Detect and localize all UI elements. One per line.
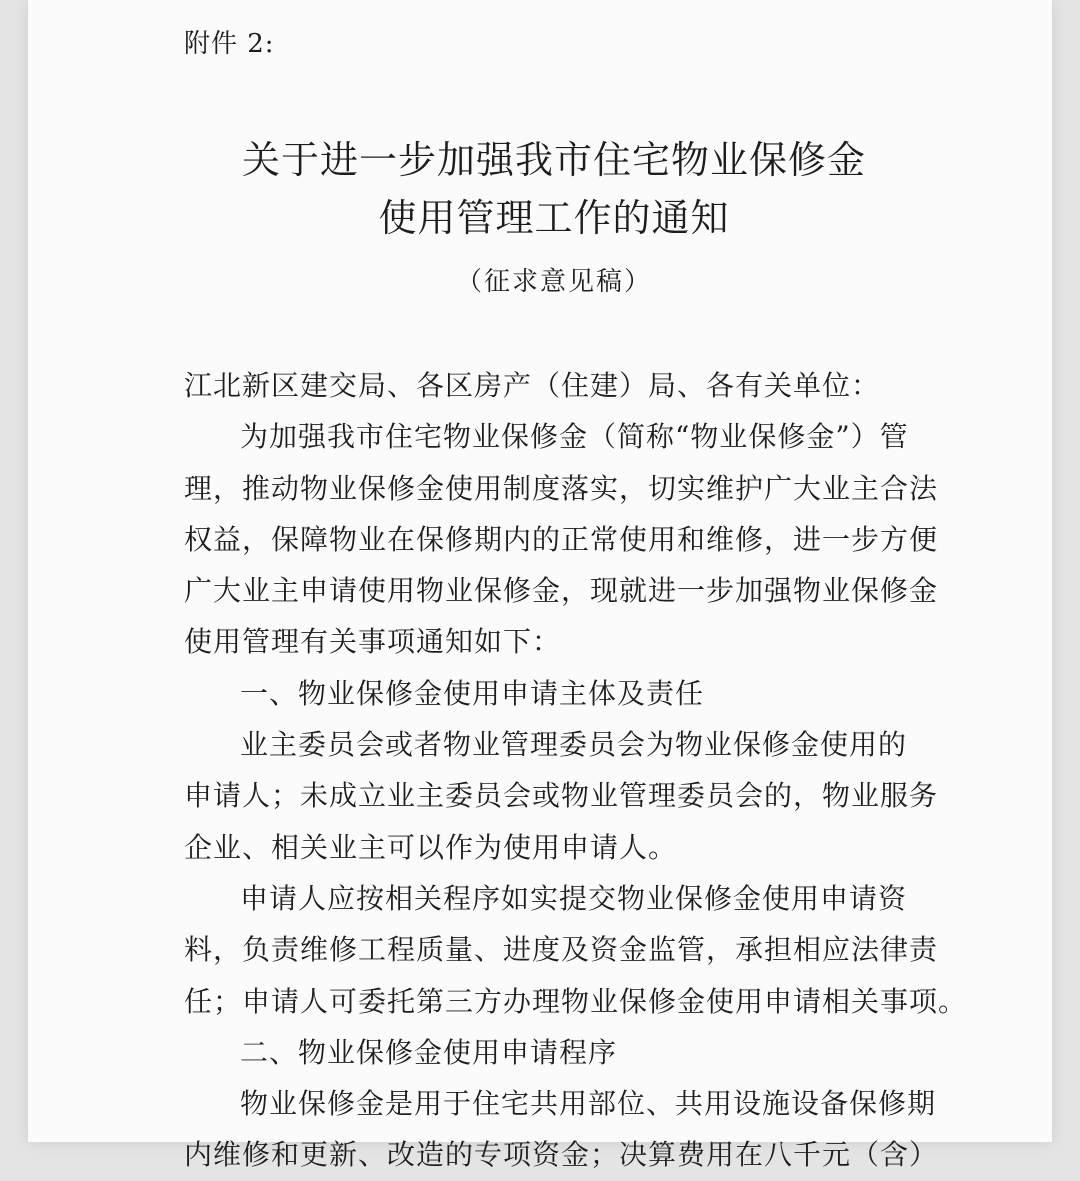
body-line: 为加强我市住宅物业保修金（简称“物业保修金”）管 [240, 420, 909, 454]
body-line: 料，负责维修工程质量、进度及资金监管，承担相应法律责 [184, 933, 939, 967]
body-line: 使用管理有关事项通知如下： [184, 625, 562, 659]
body-line: 申请人；未成立业主委员会或物业管理委员会的，物业服务 [184, 779, 939, 813]
title-line-1: 关于进一步加强我市住宅物业保修金 [241, 138, 866, 182]
body-line: 理，推动物业保修金使用制度落实，切实维护广大业主合法 [184, 471, 939, 505]
body-line: 申请人应按相关程序如实提交物业保修金使用申请资 [240, 881, 908, 915]
body-line: 任；申请人可委托第三方办理物业保修金使用申请相关事项。 [184, 984, 968, 1018]
draft-subtitle: （征求意见稿） [455, 267, 652, 297]
document-body [184, 360, 968, 1181]
body-line: 内维修和更新、改造的专项资金；决算费用在八千元（含） [184, 1138, 939, 1172]
body-line: 企业、相关业主可以作为使用申请人。 [184, 830, 678, 864]
body-line: 广大业主申请使用物业保修金，现就进一步加强物业保修金 [184, 574, 939, 608]
section-heading-2: 二、物业保修金使用申请程序 [240, 1035, 618, 1069]
body-line: 权益，保障物业在保修期内的正常使用和维修，进一步方便 [184, 522, 939, 556]
body-line: 业主委员会或者物业管理委员会为物业保修金使用的 [240, 728, 908, 762]
title-line-2: 使用管理工作的通知 [378, 196, 730, 240]
addressee-line: 江北新区建交局、各区房产（住建）局、各有关单位： [184, 369, 881, 402]
body-line: 物业保修金是用于住宅共用部位、共用设施设备保修期 [240, 1087, 937, 1121]
attachment-label: 附件 2: [184, 29, 275, 59]
section-heading-1: 一、物业保修金使用申请主体及责任 [240, 676, 705, 710]
document-page [28, 0, 1052, 1172]
